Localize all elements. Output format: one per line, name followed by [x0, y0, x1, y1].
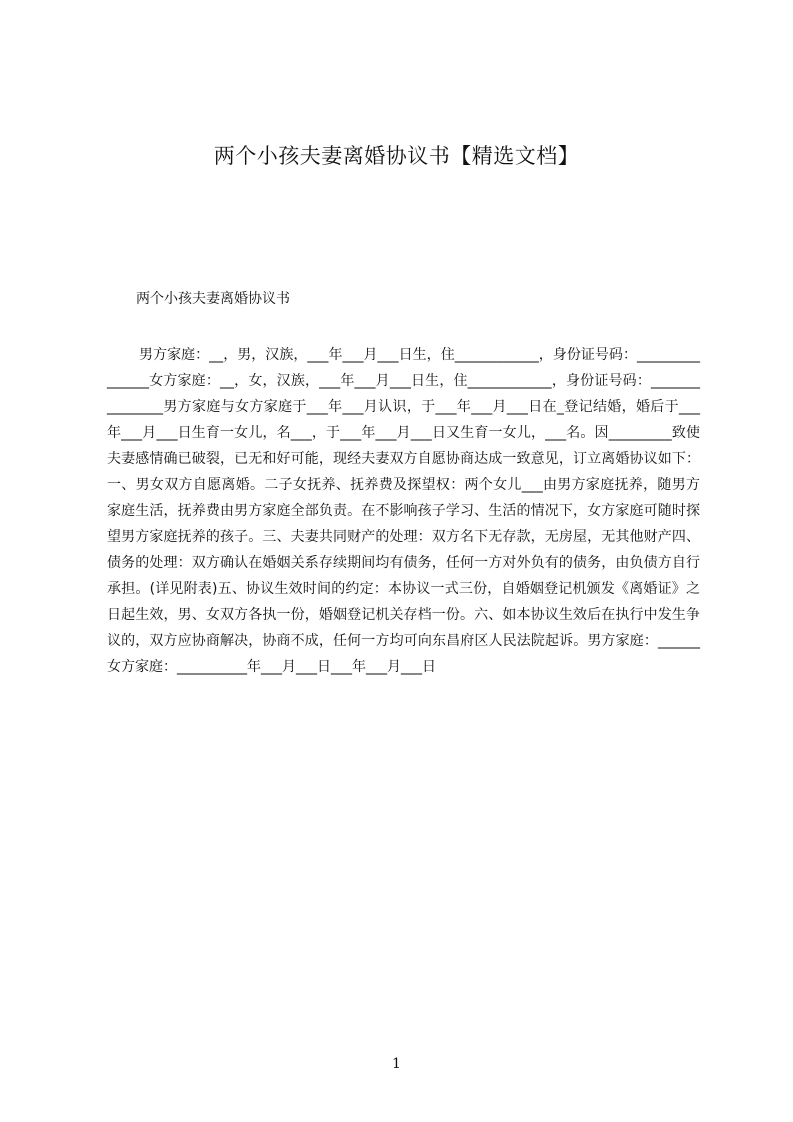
agreement-body: 男方家庭：__，男，汉族，___年___月___日生，住____________，身份证号码：_______________女方家庭：__，女，汉族，___年___月___日生，住____________，身份证号码：_______________男方家庭与女方家庭于___年___月认识，于___年___月___日在_登记结婚，婚后于___年___月___日生育一女儿，名___，于___年___月___日又生育一女儿，___名。因_________致使夫妻感情确已破裂，已无和好可能，现经夫妻双方自愿协商达成一致意见，订立离婚协议如下：一、男女双方自愿离婚。二子女抚养、抚养费及探望权：两个女儿___由男方家庭抚养，随男方家庭生活，抚养费由男方家庭全部负责。在不影响孩子学习、生活的情况下，女方家庭可随时探望男方家庭抚养的孩子。三、夫妻共同财产的处理：双方名下无存款，无房屋，无其他财产四、债务的处理：双方确认在婚姻关系存续期间均有债务，任何一方对外负有的债务，由负债方自行承担。(详见附表)五、协议生效时间的约定：本协议一式三份，自婚姻登记机颁发《离婚证》之日起生效，男、女双方各执一份，婚姻登记机关存档一份。六、如本协议生效后在执行中发生争议的，双方应协商解决，协商不成，任何一方均可向东昌府区人民法院起诉。男方家庭：______女方家庭：__________年___月___日___年___月___日: [107, 347, 700, 675]
document-title: 两个小孩夫妻离婚协议书【精选文档】: [213, 144, 580, 168]
agreement-heading: 两个小孩夫妻离婚协议书: [136, 291, 290, 307]
page-number: 1: [392, 1056, 401, 1072]
